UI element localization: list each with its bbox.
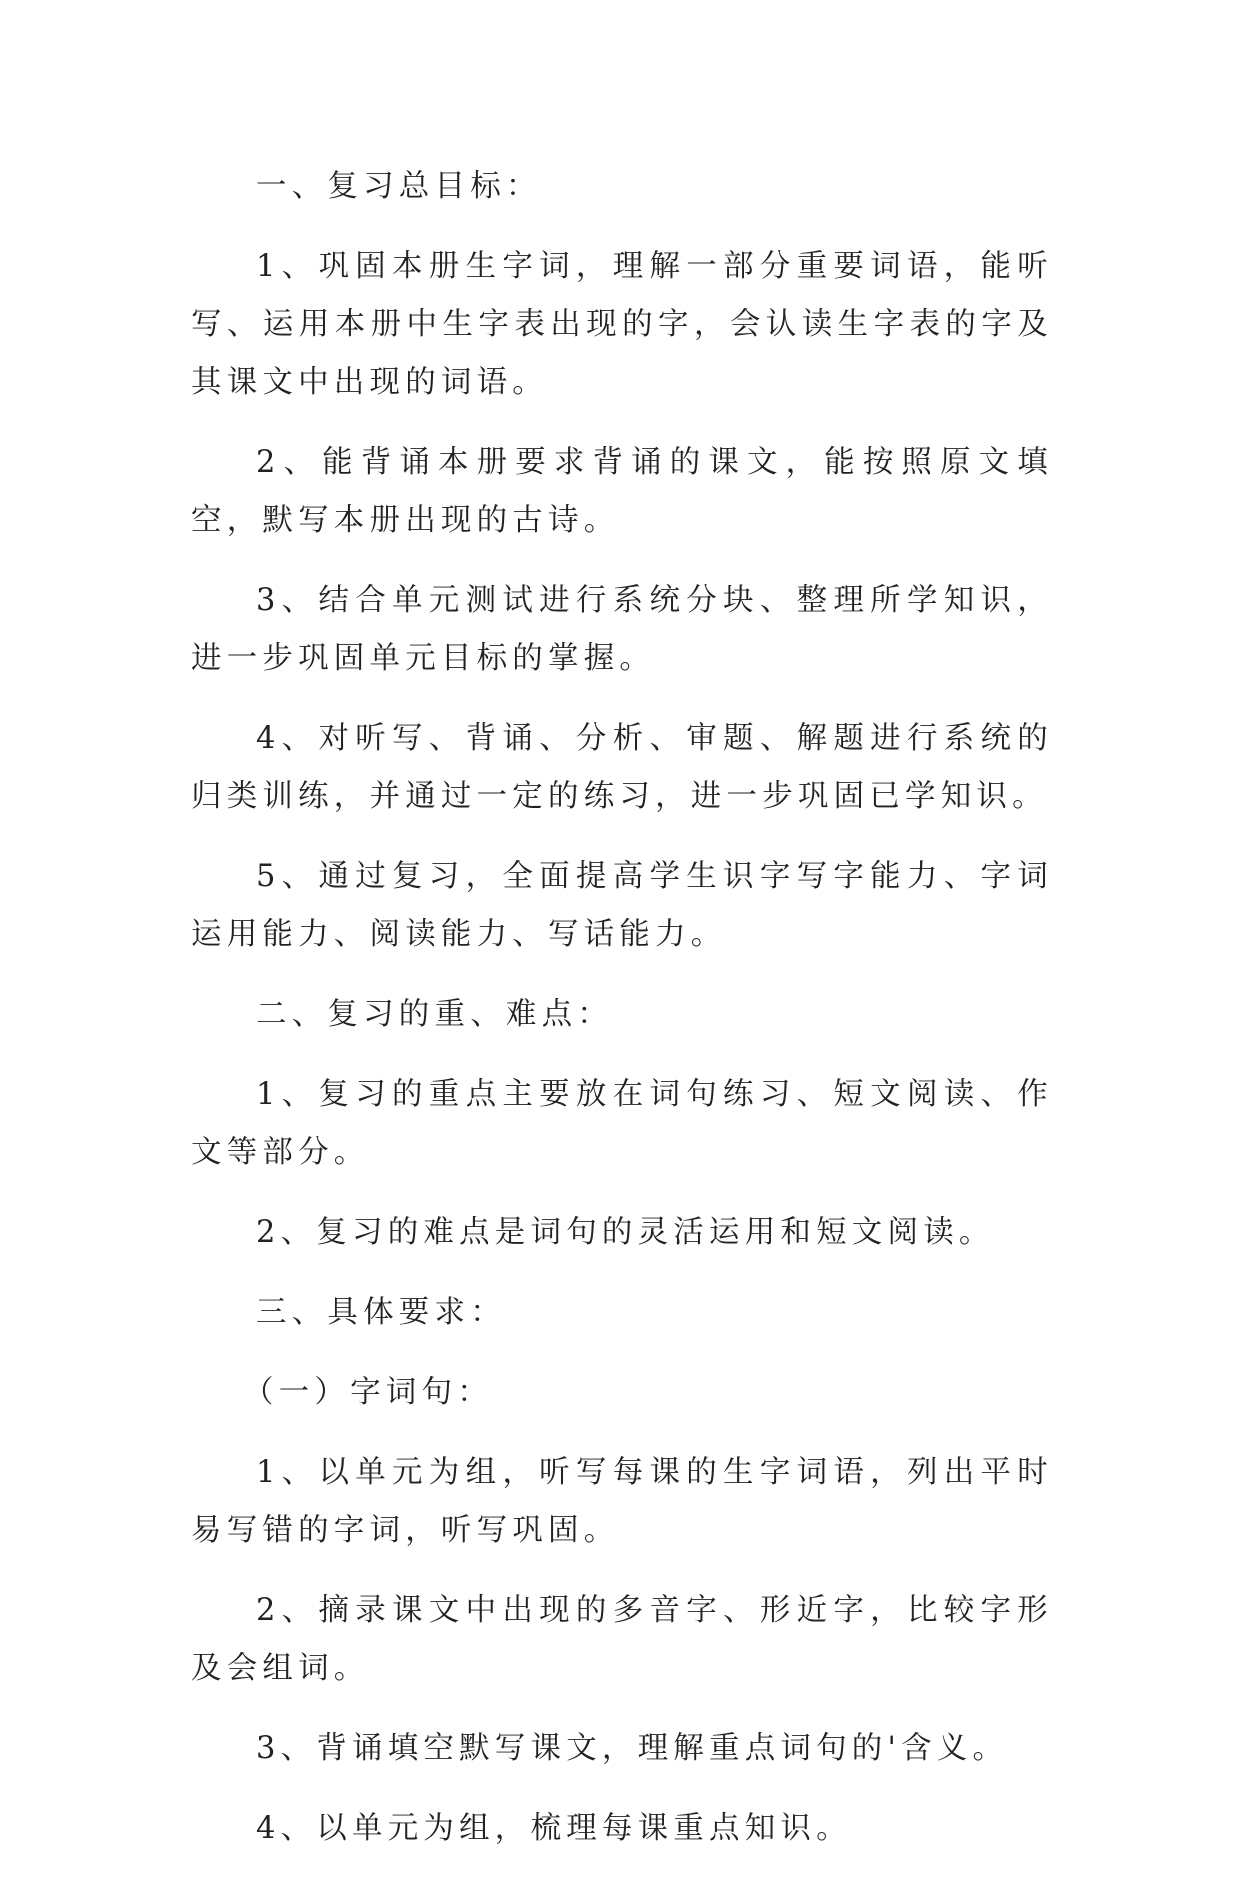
goal-item-3: 3、结合单元测试进行系统分块、整理所学知识，进一步巩固单元目标的掌握。 [191, 583, 1053, 676]
goal-item-5: 5、通过复习，全面提高学生识字写字能力、字词运用能力、阅读能力、写话能力。 [191, 859, 1053, 952]
goal-item-4: 4、对听写、背诵、分析、审题、解题进行系统的归类训练，并通过一定的练习，进一步巩固已学知识。 [191, 721, 1053, 814]
document-body [191, 158, 1053, 1880]
key-point-item-2: 2、复习的难点是词句的灵活运用和短文阅读。 [256, 1215, 995, 1250]
requirement-item-1: 1、以单元为组，听写每课的生字词语，列出平时易写错的字词，听写巩固。 [191, 1455, 1053, 1548]
requirement-item-4: 4、以单元为组，梳理每课重点知识。 [256, 1811, 852, 1846]
section-heading-requirements: 三、具体要求： [256, 1295, 506, 1330]
requirement-item-3: 3、背诵填空默写课文，理解重点词句的'含义。 [256, 1731, 1009, 1766]
requirement-item-2: 2、摘录课文中出现的多音字、形近字，比较字形及会组词。 [191, 1593, 1053, 1686]
section-heading-review-goals: 一、复习总目标： [256, 169, 542, 204]
subsection-heading-words: （一）字词句： [243, 1375, 493, 1410]
key-point-item-1: 1、复习的重点主要放在词句练习、短文阅读、作文等部分。 [191, 1077, 1053, 1170]
goal-item-2: 2、能背诵本册要求背诵的课文，能按照原文填空，默写本册出现的古诗。 [191, 445, 1053, 538]
goal-item-1: 1、巩固本册生字词，理解一部分重要词语，能听写、运用本册中生字表出现的字，会认读生字表的字及其课文中出现的词语。 [191, 249, 1053, 400]
section-heading-key-points: 二、复习的重、难点： [256, 997, 613, 1032]
